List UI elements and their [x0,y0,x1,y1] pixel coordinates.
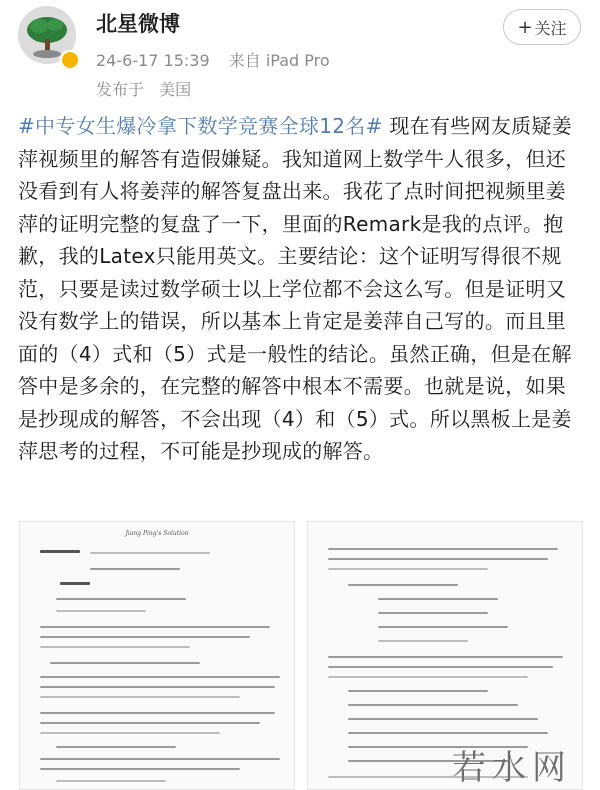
doc-line [40,696,240,698]
doc-line [328,666,553,668]
doc-line [328,568,488,570]
doc-title: Jiang Ping's Solution [125,530,189,537]
post-location [96,77,201,100]
location-prefix: 发布于 [96,80,145,99]
post-header [0,0,600,110]
watermark: 若水网 [452,748,572,788]
doc-line [60,582,90,585]
doc-line [348,690,488,692]
doc-line [348,584,458,586]
doc-line [40,676,280,678]
doc-line [40,768,240,770]
doc-line [56,780,166,782]
doc-line [328,558,548,560]
doc-line [40,646,190,648]
follow-label: 关注 [534,18,567,38]
post-body: 现在有些网友质疑姜萍视频里的解答有造假嫌疑。我知道网上数学牛人很多，但还没看到有人将姜萍的解答复盘出来。我花了点时间把视频里姜萍的证明完整的复盘了一下，里面的Remark是我的点评。抱歉，我的Latex只能用英文。主要结论：这个证明写得很不规范，只要是读过数学硕士以上学位都不会这么写。但是证明又没有数学上的错误，所以基本上肯定是姜萍自己写的。而且里面的（4）式和（5）式是一般性的结论。虽然正确，但是在解答中是多余的，在完整的解答中根本不需要。也就是说，如果是抄现成的解答，不会出现（4）和（5）式。所以黑板上是姜萍思考的过程，不可能是抄现成的解答。 [18,114,573,463]
doc-line [378,626,508,628]
doc-line [40,732,220,734]
doc-line [56,610,146,612]
solution-page-image[interactable] [19,521,295,790]
doc-line [56,598,186,600]
location-value: 美国 [159,80,192,99]
follow-button[interactable] [503,9,581,45]
post-meta [96,48,344,71]
doc-line [378,598,498,600]
doc-line [328,656,563,658]
doc-line [348,718,538,720]
doc-line [40,758,280,760]
doc-line [40,722,260,724]
doc-line [40,712,275,714]
doc-line [40,686,275,688]
doc-line [56,746,176,748]
post-source: 来自 iPad Pro [228,51,330,70]
doc-line [378,612,488,614]
doc-line [348,732,548,734]
doc-line [40,550,80,553]
doc-line [90,568,180,570]
doc-line [328,676,528,678]
post-date: 24-6-17 15:39 [96,51,210,70]
doc-line [378,640,468,642]
doc-line [50,662,200,664]
doc-line [348,704,518,706]
hashtag-link[interactable]: #中专女生爆冷拿下数学竞赛全球12名# [18,114,383,138]
doc-line [90,552,210,554]
verified-badge-icon [60,50,80,70]
doc-line [40,626,270,628]
plus-icon: + [517,16,533,38]
doc-line [40,636,250,638]
post-text [18,110,584,468]
author-name[interactable]: 北星微博 [96,12,180,36]
doc-line [328,548,558,550]
